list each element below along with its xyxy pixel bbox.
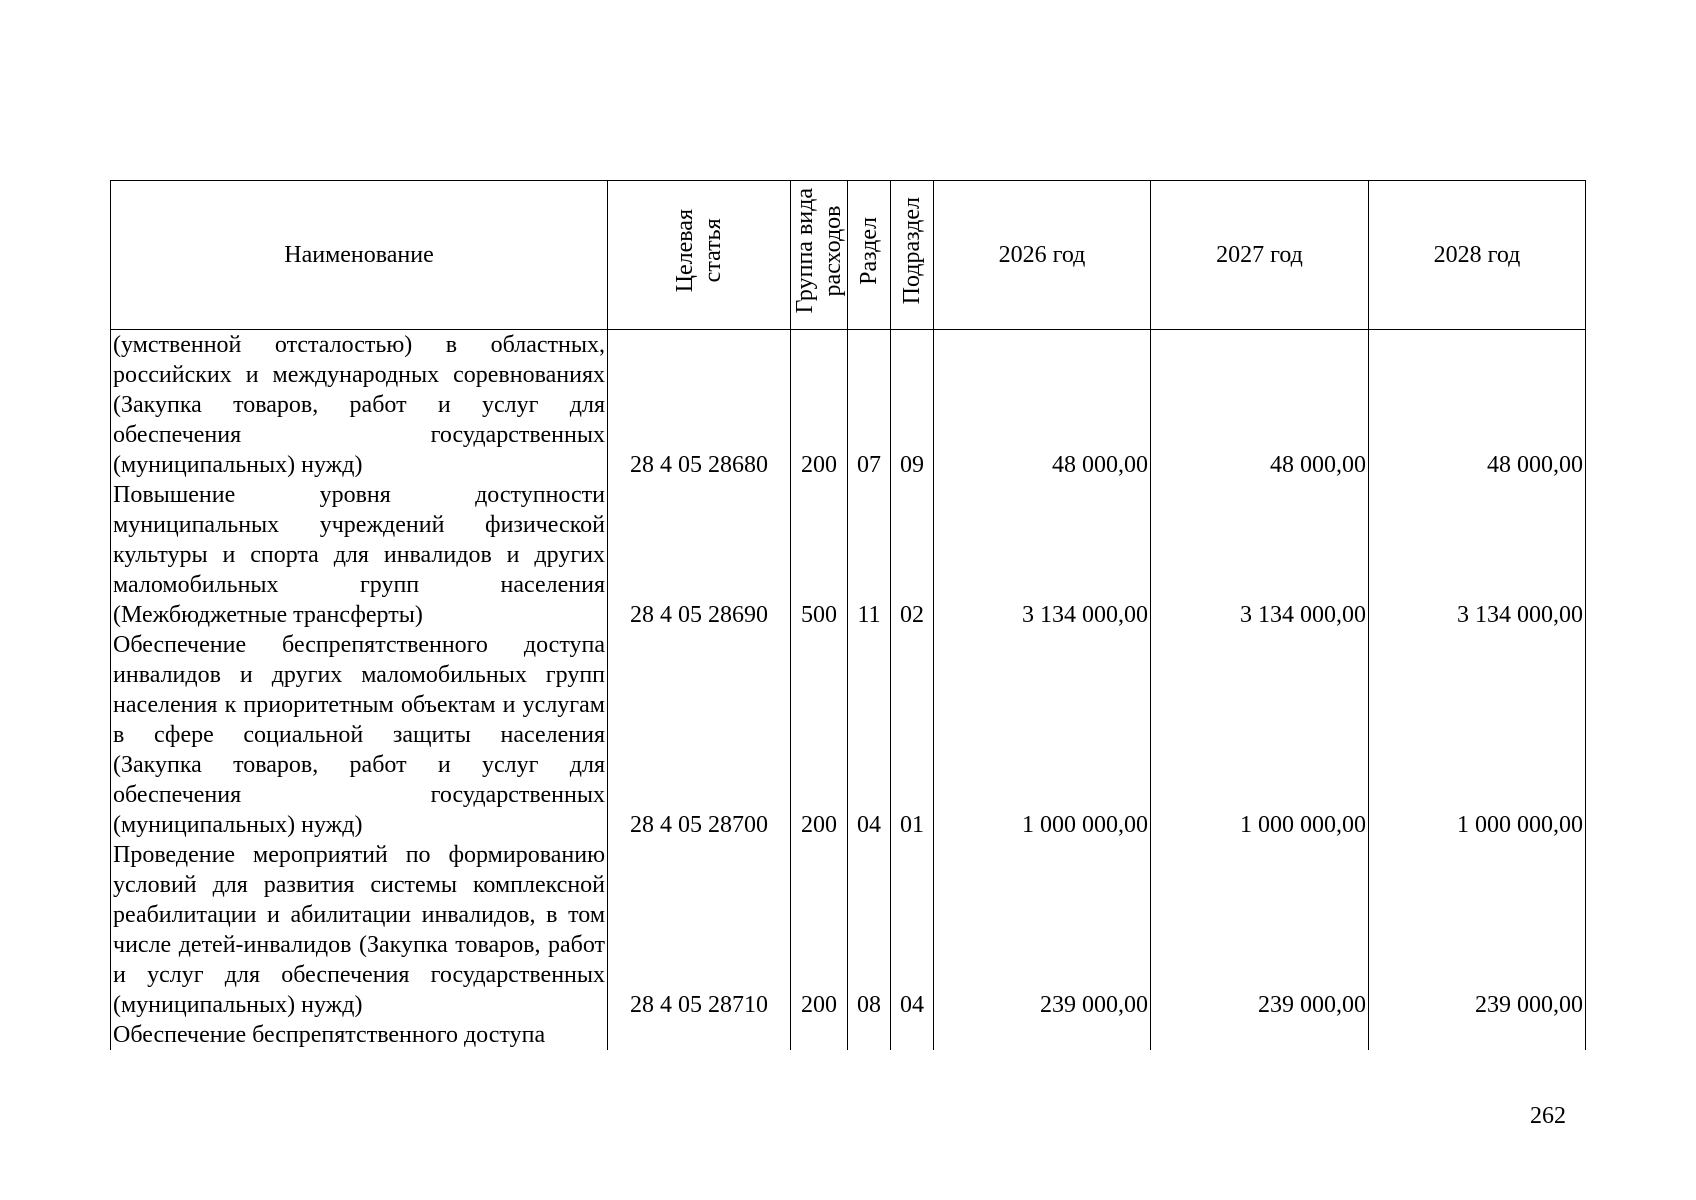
row-name: Проведение мероприятий по формированию условий для развития системы комплексной реабилитации и абилитации инвалидов, в том числе детей-инвалидов (Закупка товаров, работ и услуг для обеспечения государственных (муниципальных) нужд) (111, 840, 608, 1020)
row-2026: 239 000,00 (934, 840, 1151, 1020)
table-row (111, 630, 1586, 840)
row-target-article: 28 4 05 28690 (608, 480, 791, 630)
row-subsection: 09 (891, 330, 934, 481)
row-2028: 48 000,00 (1369, 330, 1586, 481)
row-subsection: 01 (891, 630, 934, 840)
row-expense-group: 200 (791, 330, 848, 481)
row-2026: 3 134 000,00 (934, 480, 1151, 630)
row-section: 08 (848, 840, 891, 1020)
header-target-article: Целевая статья (608, 181, 791, 330)
row-2026: 1 000 000,00 (934, 630, 1151, 840)
row-section: 07 (848, 330, 891, 481)
row-target-article: 28 4 05 28700 (608, 630, 791, 840)
budget-table (110, 180, 1586, 1050)
row-expense-group: 500 (791, 480, 848, 630)
row-section: 11 (848, 480, 891, 630)
header-expense-group: Группа вида расходов (791, 181, 848, 330)
row-name: Повышение уровня доступности муниципальных учреждений физической культуры и спорта для инвалидов и других маломобильных групп населения (Межбюджетные трансферты) (111, 480, 608, 630)
table-row (111, 330, 1586, 481)
header-2026: 2026 год (934, 181, 1151, 330)
table-row (111, 840, 1586, 1020)
row-2028 (1369, 1020, 1586, 1050)
row-subsection (891, 1020, 934, 1050)
row-2028: 3 134 000,00 (1369, 480, 1586, 630)
row-expense-group (791, 1020, 848, 1050)
row-name: (умственной отсталостью) в областных, российских и международных соревнованиях (Закупка товаров, работ и услуг для обеспечения государственных (муниципальных) нужд) (111, 330, 608, 481)
header-2028: 2028 год (1369, 181, 1586, 330)
table-row (111, 1020, 1586, 1050)
row-target-article (608, 1020, 791, 1050)
row-section: 04 (848, 630, 891, 840)
row-2026 (934, 1020, 1151, 1050)
row-subsection: 04 (891, 840, 934, 1020)
header-2027: 2027 год (1151, 181, 1369, 330)
row-name: Обеспечение беспрепятственного доступа (111, 1020, 608, 1050)
header-section: Раздел (848, 181, 891, 330)
row-2027 (1151, 1020, 1369, 1050)
row-expense-group: 200 (791, 630, 848, 840)
header-row (111, 181, 1586, 330)
row-2027: 48 000,00 (1151, 330, 1369, 481)
row-2027: 1 000 000,00 (1151, 630, 1369, 840)
table-row (111, 480, 1586, 630)
row-section (848, 1020, 891, 1050)
row-2028: 1 000 000,00 (1369, 630, 1586, 840)
header-name: Наименование (111, 181, 608, 330)
row-subsection: 02 (891, 480, 934, 630)
row-2026: 48 000,00 (934, 330, 1151, 481)
row-2028: 239 000,00 (1369, 840, 1586, 1020)
row-target-article: 28 4 05 28710 (608, 840, 791, 1020)
row-target-article: 28 4 05 28680 (608, 330, 791, 481)
row-2027: 3 134 000,00 (1151, 480, 1369, 630)
row-name: Обеспечение беспрепятственного доступа инвалидов и других маломобильных групп населения к приоритетным объектам и услугам в сфере социальной защиты населения (Закупка товаров, работ и услуг для обеспечения государственных (муниципальных) нужд) (111, 630, 608, 840)
header-subsection: Подраздел (891, 181, 934, 330)
row-2027: 239 000,00 (1151, 840, 1369, 1020)
page-number: 262 (1530, 1103, 1566, 1129)
row-expense-group: 200 (791, 840, 848, 1020)
